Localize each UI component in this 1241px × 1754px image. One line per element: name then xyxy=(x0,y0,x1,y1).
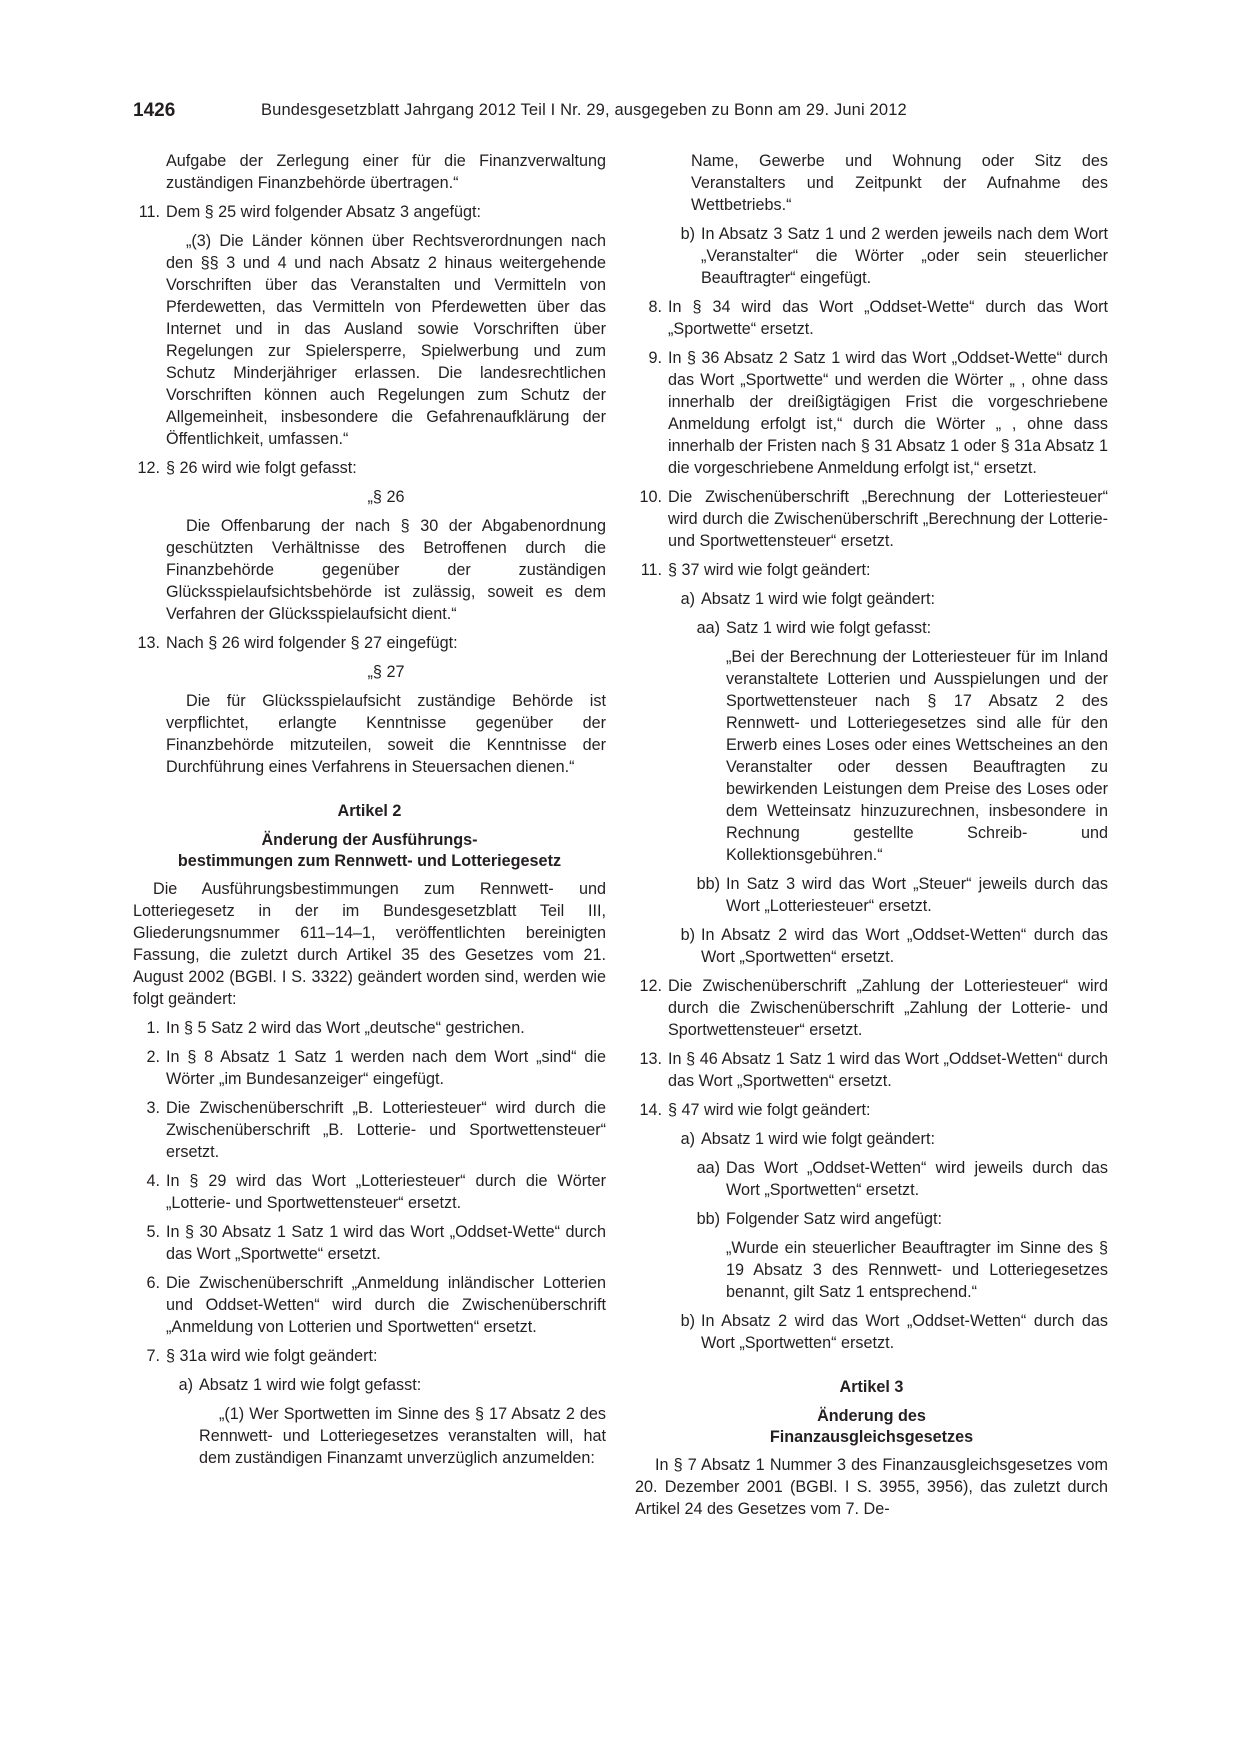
list-item xyxy=(133,632,606,654)
list-item xyxy=(635,347,1108,479)
item-text: § 31a wird wie folgt geändert: xyxy=(166,1347,378,1365)
item-text: In § 30 Absatz 1 Satz 1 wird das Wort „Oddset-Wette“ durch das Wort „Sportwette“ ersetzt. xyxy=(166,1223,606,1263)
item-text: Die Zwischenüberschrift „Anmeldung inländischer Lotterien und Oddset-Wetten“ wird durch die Zwischenüberschrift „Anmeldung von Lotterien und Sportwetten“ ersetzt. xyxy=(166,1274,606,1336)
quoted-text: „Bei der Berechnung der Lotteriesteuer für im Inland veranstaltete Lotterien und Ausspielungen und der Sportwettensteuer nach § 17 Absatz 2 des Rennwett- und Lotteriegesetzes sind alle für den Erwerb eines Loses oder eines Wettscheines an den Veranstalter oder dessen Beauftragten zu bewirkenden Leistungen dem Preise des Loses oder dem Wetteinsatz hinzuzurechnen, insbesondere in Rechnung gestellte Schreib- und Kollektionsgebühren.“ xyxy=(726,648,1108,864)
item-text: In Satz 3 wird das Wort „Steuer“ jeweils durch das Wort „Lotteriesteuer“ ersetzt. xyxy=(726,875,1108,915)
item-text: Absatz 1 wird wie folgt gefasst: xyxy=(199,1376,422,1394)
item-number: 11. xyxy=(640,561,662,579)
sub-sub-item xyxy=(693,873,1108,917)
item-number: 1. xyxy=(146,1019,160,1037)
list-item xyxy=(133,1272,606,1338)
quoted-text: Die Offenbarung der nach § 30 der Abgabenordnung geschützten Verhältnisse des Betroffenen durch die Finanzbehörde gegenüber der zuständigen Glücksspielaufsichtsbehörde ist zulässig, soweit es dem Verfahren der Glücksspielaufsicht dient.“ xyxy=(166,517,606,623)
list-item xyxy=(635,1099,1108,1121)
article-title-line: bestimmungen zum Rennwett- und Lotteriegesetz xyxy=(177,852,562,870)
article-title xyxy=(133,830,606,872)
section-heading: „§ 26 xyxy=(367,488,405,506)
item-number: 12. xyxy=(639,977,662,995)
article-title-line: Änderung der Ausführungs- xyxy=(261,831,478,849)
item-text: Absatz 1 wird wie folgt geändert: xyxy=(701,1130,935,1148)
item-text: Satz 1 wird wie folgt gefasst: xyxy=(726,619,932,637)
item-text: § 47 wird wie folgt geändert: xyxy=(668,1101,871,1119)
running-title: Bundesgesetzblatt Jahrgang 2012 Teil I Nr. 29, ausgegeben zu Bonn am 29. Juni 2012 xyxy=(261,101,907,119)
item-letter: bb) xyxy=(696,1210,720,1228)
item-text: In § 34 wird das Wort „Oddset-Wette“ durch das Wort „Sportwette“ ersetzt. xyxy=(668,298,1108,338)
section-heading: „§ 27 xyxy=(367,663,405,681)
article-intro: Die Ausführungsbestimmungen zum Rennwett- und Lotteriegesetz in der im Bundesgesetzblatt Teil III, Gliederungsnummer 611–14–1, veröffentlichten bereinigten Fassung, die zuletzt durch Artikel 35 des Gesetzes vom 21. August 2002 (BGBl. I S. 3322) geändert worden sind, werden wie folgt geändert: xyxy=(133,880,606,1008)
item-number: 8. xyxy=(648,298,662,316)
sub-item xyxy=(668,924,1108,968)
quoted-text: „(3) Die Länder können über Rechtsverordnungen nach den §§ 3 und 4 und nach Absatz 2 hinaus weitergehende Vorschriften über das Veranstalten und Vermitteln von Pferdewetten, das Vermitteln von Pferdewetten über das Internet und in das Ausland sowie Vorschriften über Regelungen zur Spielersperre, Spielwerbung und zum Schutz Minderjähriger erlassen. Die landesrechtlichen Vorschriften können auch Regelungen zum Schutz der Allgemeinheit, insbesondere die Gefahrenaufklärung der Öffentlichkeit, umfassen.“ xyxy=(166,232,606,448)
right-column xyxy=(635,150,1108,1527)
quoted-text: Die für Glücksspielaufsicht zuständige Behörde ist verpflichtet, erlangte Kenntnisse gegenüber der Finanzbehörde mitzuteilen, soweit die Kenntnisse der Durchführung eines Verfahrens in Steuersachen dienen.“ xyxy=(166,692,606,776)
sub-item xyxy=(668,223,1108,289)
left-column xyxy=(133,150,606,1476)
item-text: In § 36 Absatz 2 Satz 1 wird das Wort „Oddset-Wette“ durch das Wort „Sportwette“ und werden die Wörter „ , ohne dass innerhalb der dreißigtägigen Frist die vorgeschriebene Anmeldung erfolgt ist,“ durch die Wörter „ , ohne dass innerhalb der Fristen nach § 31 Absatz 1 oder § 31a Absatz 1 die vorgeschriebene Anmeldung erfolgt ist,“ ersetzt. xyxy=(668,349,1108,477)
sub-item xyxy=(668,588,1108,610)
quoted-text: „Wurde ein steuerlicher Beauftragter im Sinne des § 19 Absatz 3 des Rennwett- und Lotteriegesetzes benannt, gilt Satz 1 entsprechend.“ xyxy=(726,1239,1108,1301)
list-item xyxy=(133,1097,606,1163)
continued-text: Aufgabe der Zerlegung einer für die Finanzverwaltung zuständigen Finanzbehörde übertragen.“ xyxy=(166,152,606,192)
item-number: 13. xyxy=(137,634,160,652)
item-letter: bb) xyxy=(696,875,720,893)
item-text: In § 5 Satz 2 wird das Wort „deutsche“ gestrichen. xyxy=(166,1019,525,1037)
item-letter: b) xyxy=(680,926,695,944)
item-number: 5. xyxy=(146,1223,160,1241)
item-number: 12. xyxy=(137,459,160,477)
item-letter: aa) xyxy=(696,1159,720,1177)
article-label: Artikel 2 xyxy=(337,802,402,820)
quoted-text: „(1) Wer Sportwetten im Sinne des § 17 Absatz 2 des Rennwett- und Lotteriegesetzes veranstalten will, hat dem zuständigen Finanzamt unverzüglich anzumelden: xyxy=(199,1405,606,1467)
item-letter: a) xyxy=(680,1130,695,1148)
article-title-line: Änderung des xyxy=(817,1407,926,1425)
item-text: § 37 wird wie folgt geändert: xyxy=(668,561,871,579)
sub-item xyxy=(668,1310,1108,1354)
item-number: 9. xyxy=(648,349,662,367)
page-number: 1426 xyxy=(133,100,176,121)
list-item xyxy=(635,1048,1108,1092)
item-number: 14. xyxy=(639,1101,662,1119)
item-text: In § 8 Absatz 1 Satz 1 werden nach dem Wort „sind“ die Wörter „im Bundesanzeiger“ eingefügt. xyxy=(166,1048,606,1088)
list-item xyxy=(133,457,606,479)
list-item xyxy=(133,201,606,223)
page-header xyxy=(133,100,983,130)
list-item xyxy=(133,1017,606,1039)
item-letter: aa) xyxy=(696,619,720,637)
item-text: Dem § 25 wird folgender Absatz 3 angefügt: xyxy=(166,203,481,221)
item-letter: b) xyxy=(680,1312,695,1330)
item-letter: b) xyxy=(680,225,695,243)
item-number: 10. xyxy=(639,488,662,506)
item-number: 6. xyxy=(146,1274,160,1292)
item-text: § 26 wird wie folgt gefasst: xyxy=(166,459,357,477)
item-text: Absatz 1 wird wie folgt geändert: xyxy=(701,590,935,608)
continued-text: Name, Gewerbe und Wohnung oder Sitz des Veranstalters und Zeitpunkt der Aufnahme des Wettbetriebs.“ xyxy=(691,152,1108,214)
list-item xyxy=(133,1221,606,1265)
item-letter: a) xyxy=(178,1376,193,1394)
item-text: Das Wort „Oddset-Wetten“ wird jeweils durch das Wort „Sportwetten“ ersetzt. xyxy=(726,1159,1108,1199)
list-item xyxy=(635,296,1108,340)
list-item xyxy=(635,559,1108,581)
sub-item xyxy=(166,1374,606,1396)
item-text: Die Zwischenüberschrift „B. Lotteriesteuer“ wird durch die Zwischenüberschrift „B. Lotterie- und Sportwettensteuer“ ersetzt. xyxy=(166,1099,606,1161)
item-text: Nach § 26 wird folgender § 27 eingefügt: xyxy=(166,634,458,652)
item-text: Folgender Satz wird angefügt: xyxy=(726,1210,942,1228)
item-number: 2. xyxy=(146,1048,160,1066)
item-number: 7. xyxy=(146,1347,160,1365)
item-text: In Absatz 3 Satz 1 und 2 werden jeweils nach dem Wort „Veranstalter“ die Wörter „oder sein steuerlicher Beauftragter“ eingefügt. xyxy=(701,225,1108,287)
article-label: Artikel 3 xyxy=(839,1378,904,1396)
item-number: 11. xyxy=(138,203,160,221)
item-text: Die Zwischenüberschrift „Berechnung der Lotteriesteuer“ wird durch die Zwischenüberschrift „Berechnung der Lotterie- und Sportwettensteuer“ ersetzt. xyxy=(668,488,1108,550)
sub-sub-item xyxy=(693,1208,1108,1230)
article-intro: In § 7 Absatz 1 Nummer 3 des Finanzausgleichsgesetzes vom 20. Dezember 2001 (BGBl. I S. 3955, 3956), das zuletzt durch Artikel 24 des Gesetzes vom 7. De- xyxy=(635,1456,1108,1518)
item-text: In Absatz 2 wird das Wort „Oddset-Wetten“ durch das Wort „Sportwetten“ ersetzt. xyxy=(701,926,1108,966)
article-title xyxy=(635,1406,1108,1448)
article-title-line: Finanzausgleichsgesetzes xyxy=(769,1428,974,1446)
item-letter: a) xyxy=(680,590,695,608)
item-text: In Absatz 2 wird das Wort „Oddset-Wetten“ durch das Wort „Sportwetten“ ersetzt. xyxy=(701,1312,1108,1352)
item-text: In § 29 wird das Wort „Lotteriesteuer“ durch die Wörter „Lotterie- und Sportwettensteuer“ ersetzt. xyxy=(166,1172,606,1212)
list-item xyxy=(133,1345,606,1367)
sub-item xyxy=(668,1128,1108,1150)
sub-sub-item xyxy=(693,1157,1108,1201)
list-item xyxy=(133,1170,606,1214)
item-number: 4. xyxy=(146,1172,160,1190)
list-item xyxy=(635,975,1108,1041)
list-item xyxy=(133,1046,606,1090)
item-number: 13. xyxy=(639,1050,662,1068)
list-item xyxy=(635,486,1108,552)
item-number: 3. xyxy=(146,1099,160,1117)
item-text: Die Zwischenüberschrift „Zahlung der Lotteriesteuer“ wird durch die Zwischenüberschrift „Zahlung der Lotterie- und Sportwettensteuer“ ersetzt. xyxy=(668,977,1108,1039)
sub-sub-item xyxy=(693,617,1108,639)
item-text: In § 46 Absatz 1 Satz 1 wird das Wort „Oddset-Wetten“ durch das Wort „Sportwetten“ ersetzt. xyxy=(668,1050,1108,1090)
